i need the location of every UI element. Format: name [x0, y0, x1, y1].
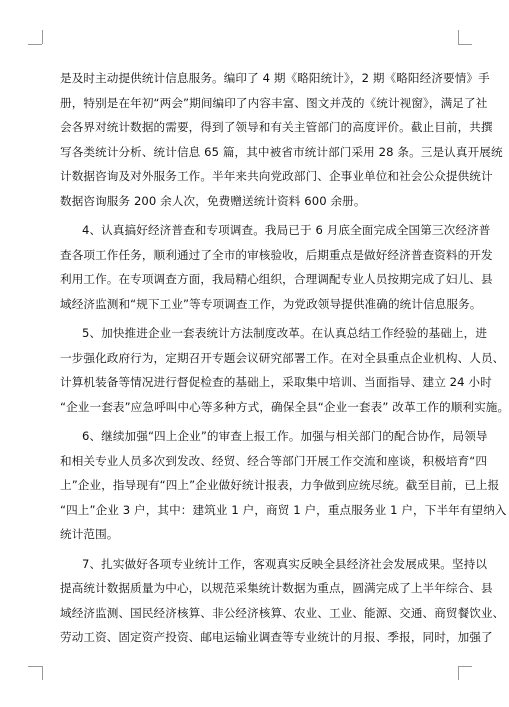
text-line: 计数据咨询及对外服务工作。半年来共向党政部门、企事业单位和社会公众提供统计: [60, 169, 493, 183]
paragraph: [60, 552, 505, 650]
text-line: 4、认真搞好经济普查和专项调查。我局已于 6 月底全面完成全国第三次经济普: [82, 223, 491, 237]
paragraph: [60, 424, 507, 547]
text-line: 7、扎实做好各项专业统计工作，客观真实反映全县经济社会发展成果。坚持以: [82, 556, 488, 571]
text-line: 提高统计数据质量为中心，以规范采集统计数据为重点，圆满完成了上半年综合、县: [60, 581, 493, 595]
text-line: 5、加快推进企业一套表统计方法制度改革。在认真总结工作经验的基础上，进: [82, 326, 488, 340]
text-line: “企业一套表”应急呼叫中心等多种方式，确保全县“企业一套表” 改革工作的顺利实施。: [60, 399, 509, 414]
text-line: 计算机装备等情况进行督促检查的基础上，采取集中培训、当面指导、建立 24 小时: [60, 375, 492, 389]
text-line: 域经济监测、国民经济核算、非公经济核算、农业、工业、能源、交通、商贸餐饮业、: [60, 605, 505, 620]
paragraph: [60, 66, 503, 213]
text-line: 6、继续加强“四上企业”的审查上报工作。加强与相关部门的配合协作，局领导: [82, 429, 488, 443]
text-line: 上”企业，指导现有“四上”企业做好统计报表，力争做到应统尽统。截至目前，已上报: [60, 478, 500, 492]
text-line: 域经济监测和“规下工业”等专项调查工作，为党政领导提供准确的统计信息服务。: [60, 296, 482, 311]
text-line: 和相关专业人员多次到发改、经贸、经合等部门开展工作交流和座谈，积极培育“四: [60, 453, 488, 468]
text-line: 一步强化政府行为，定期召开专题会议研究部署工作。在对全县重点企业机构、人员、: [60, 350, 505, 365]
paragraph: [60, 218, 493, 316]
text-line: 册，特别是在年初“两会”期间编印了内容丰富、图文并茂的《统计视窗》，满足了社: [60, 95, 488, 110]
text-line: 统计范围。: [60, 527, 119, 541]
text-line: “四上”企业 3 户，其中：建筑业 1 户，商贸 1 户，重点服务业 1 户，下半年有望纳入: [60, 502, 507, 517]
text-line: 写各类统计分析、统计信息 65 篇，其中被省市统计部门采用 28 条。三是认真开展统: [60, 144, 503, 159]
text-line: 会各界对统计数据的需要，得到了领导和有关主管部门的高度评价。截止目前，共撰: [60, 120, 493, 134]
document-body: [60, 66, 509, 650]
text-line: 劳动工资、固定资产投资、邮电运输业调查等专业统计的月报、季报，同时，加强了: [60, 630, 493, 644]
text-line: 利用工作。在专项调查方面，我局精心组织，合理调配专业人员按期完成了妇儿、县: [60, 272, 493, 286]
text-line: 数据咨询服务 200 余人次，免费赠送统计资料 600 余册。: [60, 193, 366, 208]
paragraph: [60, 321, 509, 419]
text-line: 是及时主动提供统计信息服务。编印了 4 期《略阳统计》，2 期《略阳经济要情》手: [60, 71, 490, 85]
text-line: 查各项工作任务，顺利通过了全市的审核验收，后期重点是做好经济普查资料的开发: [60, 247, 493, 262]
